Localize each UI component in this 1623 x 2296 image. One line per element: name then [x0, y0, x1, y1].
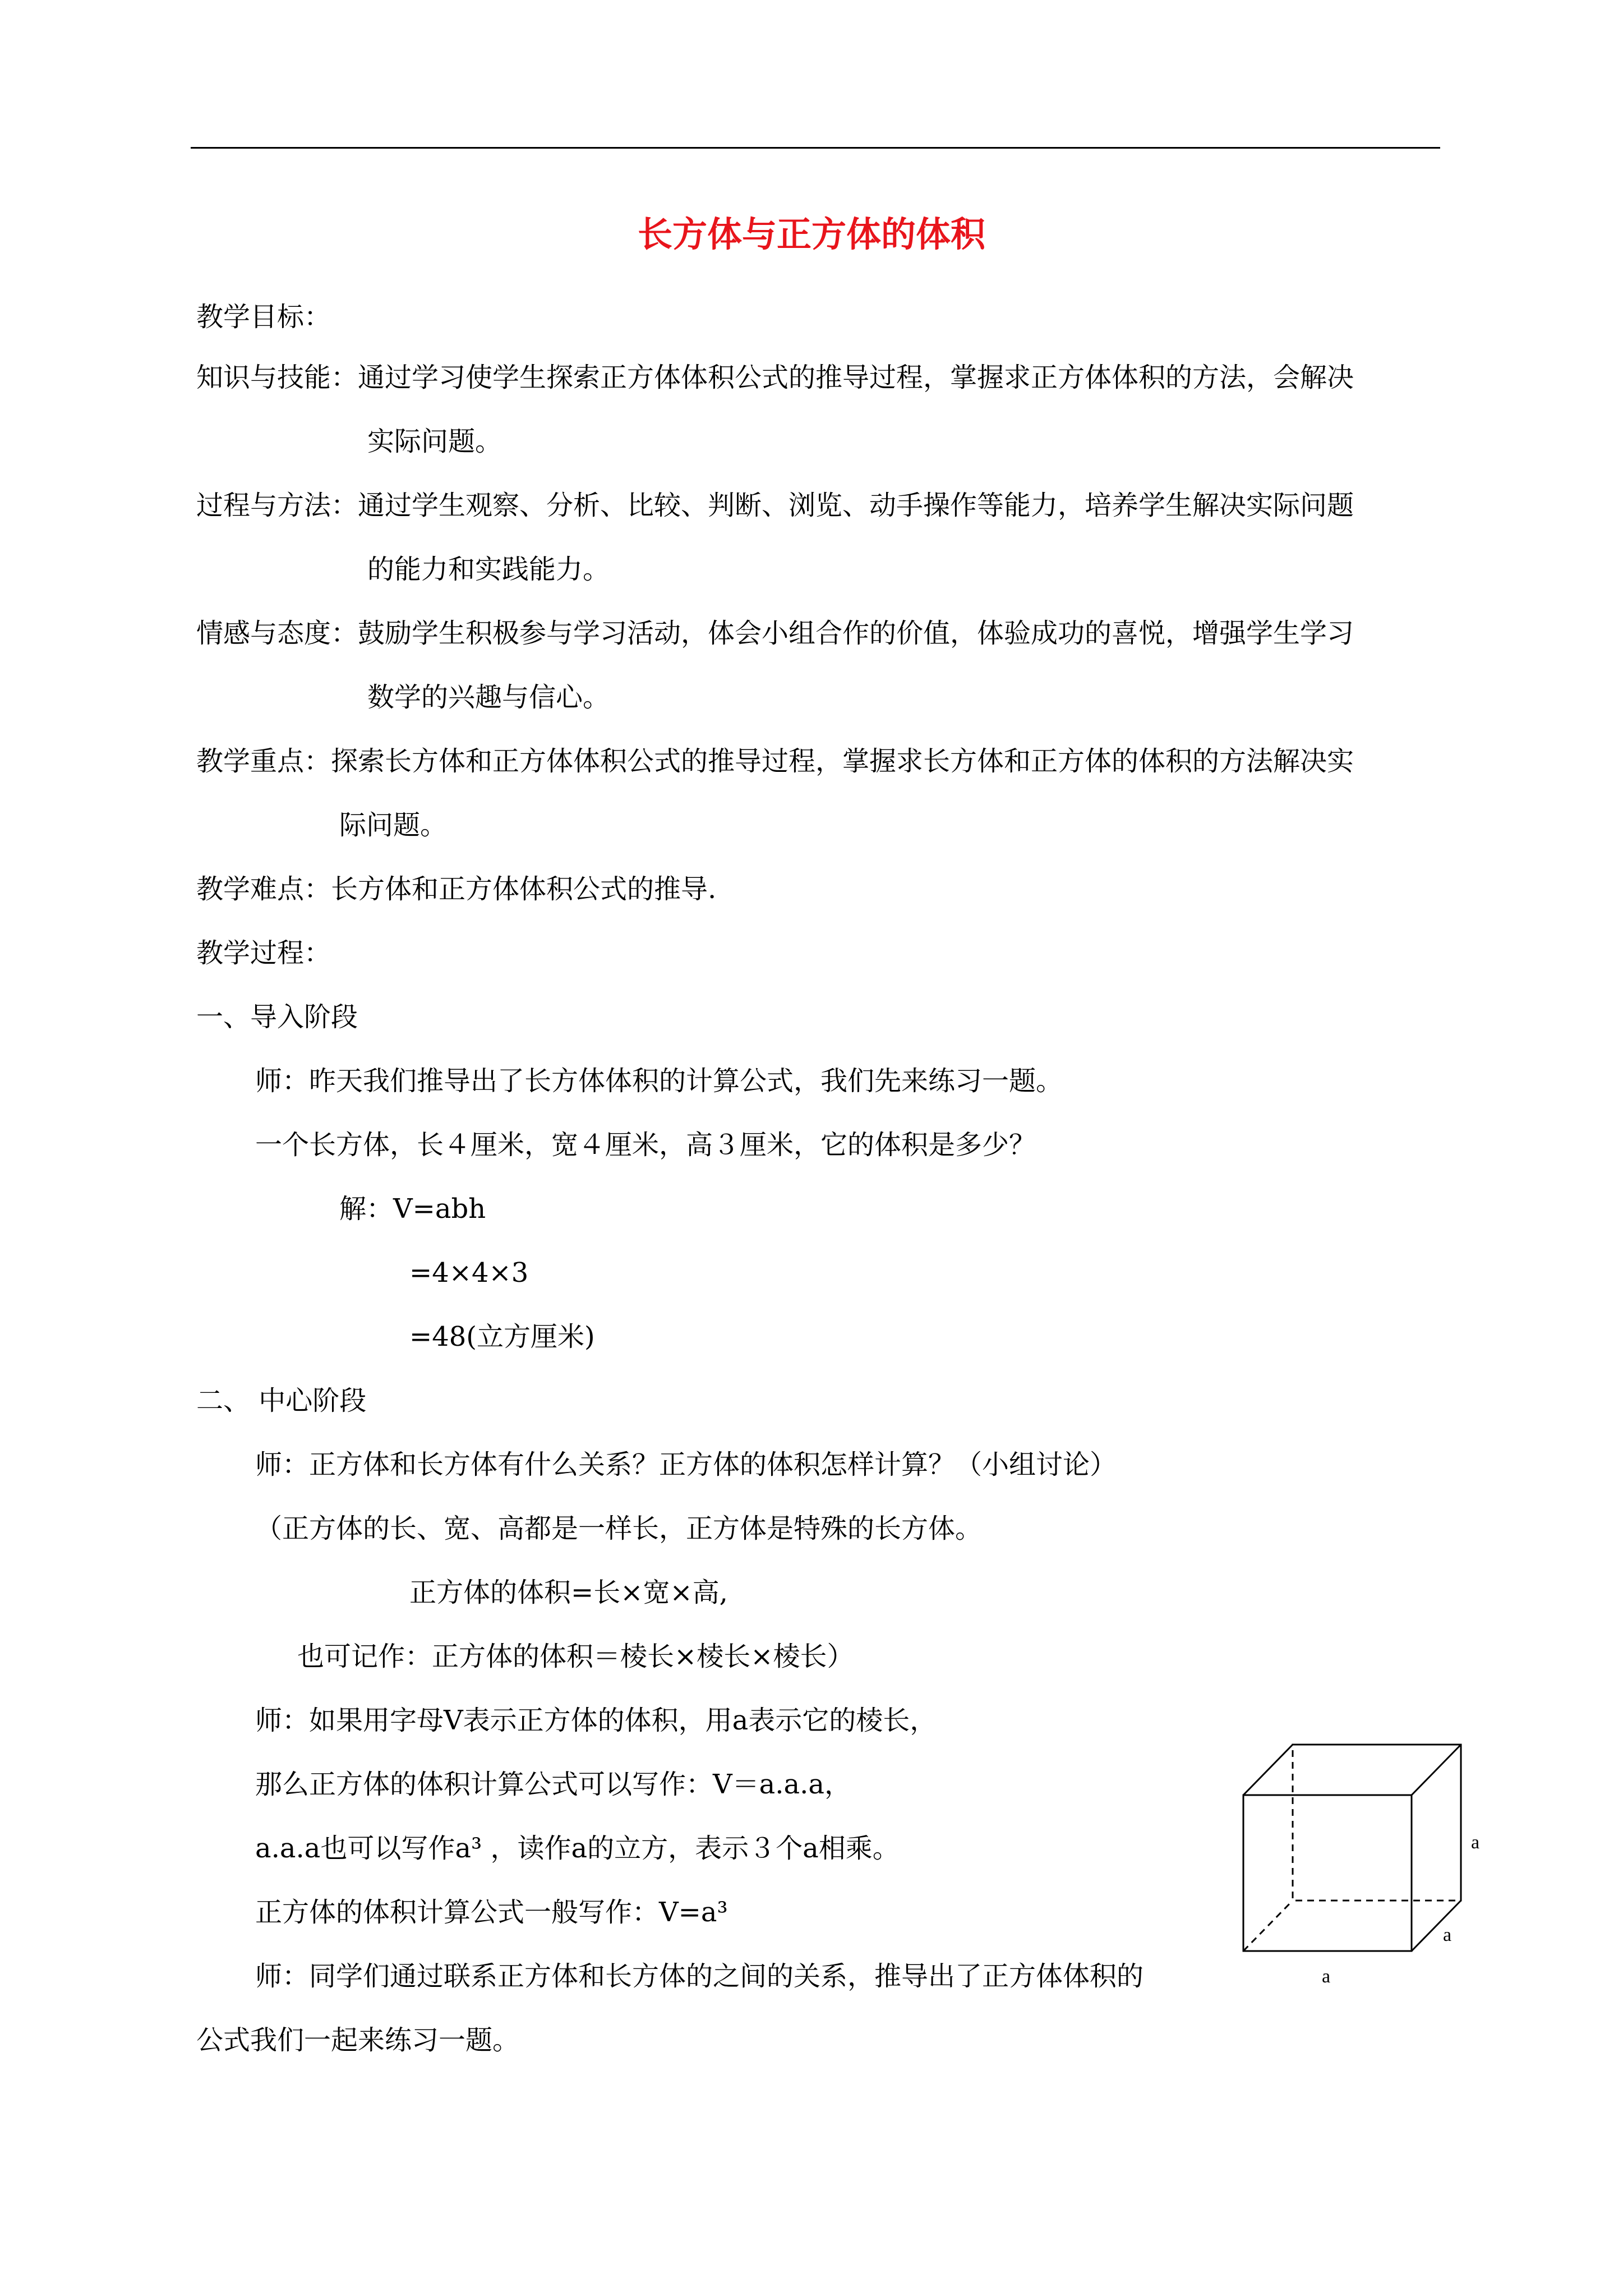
- text-line: 数学的兴趣与信心。: [367, 682, 610, 713]
- text-line: 实际问题。: [367, 426, 502, 457]
- text-line: 正方体的体积=长×宽×高,: [409, 1577, 728, 1608]
- text-line: 过程与方法：通过学生观察、分析、比较、判断、浏览、动手操作等能力，培养学生解决实际问题: [196, 490, 1354, 521]
- text-line: 也可记作：正方体的体积＝棱长×棱长×棱长）: [297, 1641, 854, 1672]
- header-rule: [191, 147, 1440, 149]
- cube-front-face: [1243, 1795, 1412, 1951]
- text-line: 教学目标：: [196, 301, 331, 333]
- section-heading: 一、导入阶段: [196, 1001, 358, 1033]
- cube-back-face-hidden: [1293, 1745, 1461, 1901]
- text-line: 公式我们一起来练习一题。: [196, 2024, 520, 2056]
- text-line: 师：正方体和长方体有什么关系？正方体的体积怎样计算？（小组讨论）: [255, 1449, 1117, 1480]
- text-line: 教学过程：: [196, 937, 331, 969]
- cube-label-height: a: [1471, 1832, 1480, 1853]
- cube-figure: [1242, 1743, 1489, 1990]
- text-line: 师：昨天我们推导出了长方体体积的计算公式，我们先来练习一题。: [255, 1065, 1063, 1097]
- cube-label-width: a: [1322, 1966, 1331, 1987]
- text-line: 的能力和实践能力。: [367, 554, 610, 585]
- text-line: 教学难点：长方体和正方体体积公式的推导.: [196, 873, 717, 905]
- cube-edge: [1412, 1901, 1461, 1951]
- text-line: 知识与技能：通过学习使学生探索正方体体积公式的推导过程，掌握求正方体体积的方法，会解决: [196, 362, 1354, 393]
- text-line: 际问题。: [339, 809, 448, 841]
- text-line: 解：V=abh: [339, 1193, 486, 1225]
- text-line: 正方体的体积计算公式一般写作：V=a³: [255, 1897, 728, 1928]
- text-line: =48(立方厘米): [409, 1321, 595, 1352]
- text-line: （正方体的长、宽、高都是一样长，正方体是特殊的长方体。: [255, 1513, 983, 1544]
- cube-edge: [1243, 1745, 1293, 1795]
- cube-hidden-edge: [1243, 1901, 1293, 1951]
- text-line: 那么正方体的体积计算公式可以写作：V＝a.a.a，: [255, 1769, 852, 1800]
- text-line: 一个长方体，长４厘米，宽４厘米，高３厘米，它的体积是多少？: [255, 1129, 1036, 1161]
- text-line: 情感与态度：鼓励学生积极参与学习活动，体会小组合作的价值，体验成功的喜悦，增强学生学习: [196, 618, 1354, 649]
- cube-label-depth: a: [1443, 1925, 1452, 1945]
- text-line: =4×4×3: [409, 1257, 529, 1289]
- section-heading: 二、 中心阶段: [196, 1385, 367, 1416]
- text-line: 师：如果用字母V表示正方体的体积，用a表示它的棱长，: [255, 1705, 937, 1736]
- text-line: a.a.a也可以写作a³ ，读作a的立方，表示３个a相乘。: [255, 1833, 900, 1864]
- text-line: 师：同学们通过联系正方体和长方体的之间的关系，推导出了正方体体积的: [255, 1961, 1144, 1992]
- cube-edge: [1412, 1745, 1461, 1795]
- document-title: 长方体与正方体的体积: [637, 214, 985, 255]
- text-line: 教学重点：探索长方体和正方体体积公式的推导过程，掌握求长方体和正方体的体积的方法解决实: [196, 746, 1354, 777]
